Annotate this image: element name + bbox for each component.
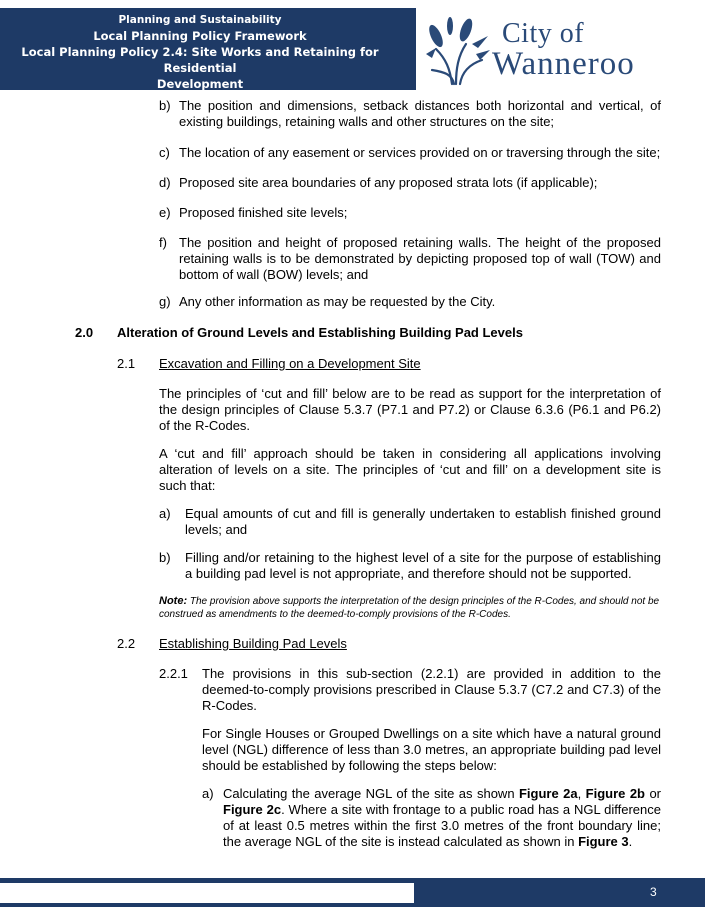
list-label: a)	[202, 786, 214, 801]
note-text: The provision above supports the interpretation of the design principles of the R-Codes, and should not be construed as amendments to the deemed-to-comply provisions of the R-Codes.	[159, 596, 660, 620]
paragraph: The provisions in this sub-section (2.2.1) are provided in addition to the deemed-to-comply provisions prescribed in Clause 5.3.7 (C7.2 and C7.3) of the R-Codes.	[202, 666, 661, 713]
subsection-number: 2.2	[117, 636, 136, 651]
note	[159, 595, 661, 621]
footer-white-bar	[0, 883, 414, 903]
list-label: d)	[159, 175, 171, 190]
logo-wanneroo-text: Wanneroo	[492, 46, 635, 82]
paragraph: For Single Houses or Grouped Dwellings on a site which have a natural ground level (NGL) difference of less than 3.0 metres, an appropriate building pad level should be established by following the steps below:	[202, 726, 661, 773]
header-department: Planning and Sustainability	[118, 14, 282, 26]
list-item: The position and height of proposed retaining walls. The height of the proposed retaining walls is to be demonstrated by depicting proposed top of wall (TOW) and bottom of wall (BOW) levels; and	[179, 235, 661, 282]
list-label: a)	[159, 506, 171, 521]
section-number: 2.0	[75, 325, 94, 340]
paragraph: The principles of ‘cut and fill’ below are to be read as support for the interpretation of the design principles of Clause 5.3.7 (P7.1 and P7.2) or Clause 6.3.6 (P6.1 and P6.2) of the R-Codes.	[159, 386, 661, 433]
list-label: f)	[159, 235, 167, 250]
header-policy-title: Local Planning Policy 2.4: Site Works and Retaining for Residential	[21, 45, 379, 75]
list-item: The location of any easement or services provided on or traversing through the site;	[179, 145, 661, 160]
subsection-heading: Establishing Building Pad Levels	[159, 636, 347, 651]
list-item	[223, 786, 661, 850]
page-number: 3	[650, 885, 657, 899]
subsection-heading: Excavation and Filling on a Development Site	[159, 356, 421, 371]
section-heading: Alteration of Ground Levels and Establishing Building Pad Levels	[117, 325, 523, 340]
page-header	[0, 0, 705, 90]
list-label: b)	[159, 98, 171, 113]
header-policy-title-cont: Development	[156, 77, 244, 91]
figure-ref: Figure 2c	[223, 802, 282, 817]
text-run: . Where a site with frontage to a public road has a NGL difference of at least 0.5 metres within the first 3.0 metres of the front boundary line; the average NGL of the site is instead calculated as shown in	[223, 802, 661, 849]
text-run: Calculating the average NGL of the site as shown	[223, 786, 519, 801]
subsection-number: 2.1	[117, 356, 136, 371]
list-item: Proposed site area boundaries of any proposed strata lots (if applicable);	[179, 175, 598, 190]
header-title-block	[0, 12, 400, 92]
figure-ref: Figure 2a	[518, 786, 578, 801]
city-of-wanneroo-logo	[416, 8, 705, 90]
banksia-emblem-icon	[422, 14, 492, 86]
list-item: The position and dimensions, setback distances both horizontal and vertical, of existing buildings, retaining walls and other structures on the site;	[179, 98, 661, 129]
list-item: Any other information as may be requested by the City.	[179, 294, 496, 309]
paragraph: A ‘cut and fill’ approach should be taken in considering all applications involving alteration of levels on a site. The principles of ‘cut and fill’ on a development site is such that:	[159, 446, 661, 493]
text-run: .	[628, 834, 633, 849]
list-label: b)	[159, 550, 171, 565]
figure-ref: Figure 3	[578, 834, 629, 849]
list-label: e)	[159, 205, 171, 220]
note-label: Note:	[159, 595, 188, 607]
header-framework: Local Planning Policy Framework	[93, 29, 307, 43]
list-label: g)	[159, 294, 171, 309]
list-item: Equal amounts of cut and fill is generally undertaken to establish finished ground levels; and	[185, 506, 661, 537]
clause-number: 2.2.1	[159, 666, 188, 681]
list-item: Filling and/or retaining to the highest level of a site for the purpose of establishing a building pad level is not appropriate, and therefore should not be supported.	[185, 550, 661, 581]
text-run: ,	[577, 786, 586, 801]
list-label: c)	[159, 145, 170, 160]
figure-ref: Figure 2b	[585, 786, 646, 801]
logo-city-text: City of	[502, 18, 585, 49]
text-run: or	[645, 786, 662, 801]
list-item: Proposed finished site levels;	[179, 205, 348, 220]
